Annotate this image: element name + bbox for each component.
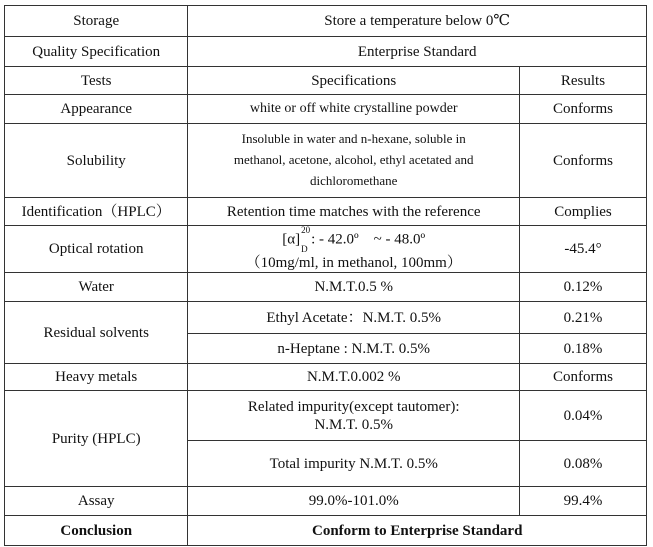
spec-value: n-Heptane : N.M.T. 0.5% — [188, 334, 520, 364]
optical-rotation-spec — [192, 226, 515, 254]
result-value: -45.4° — [519, 226, 646, 273]
spec-line: N.M.T. 0.5% — [314, 416, 393, 433]
test-name: Water — [5, 273, 188, 302]
result-value: 0.21% — [519, 302, 646, 334]
spec-value — [188, 391, 520, 441]
spec-value — [188, 226, 520, 273]
alpha-scripts — [301, 226, 310, 254]
storage-value: Store a temperature below 0℃ — [188, 6, 647, 37]
spec-line: dichloromethane — [310, 172, 398, 188]
table-row — [5, 6, 647, 37]
spec-line: Insoluble in water and n-hexane, soluble in — [241, 131, 466, 147]
result-value: 0.08% — [519, 441, 646, 487]
spec-value: Ethyl Acetate：N.M.T. 0.5% — [188, 302, 520, 334]
result-value: 0.12% — [519, 273, 646, 302]
test-name: Appearance — [5, 95, 188, 124]
spec-value: Total impurity N.M.T. 0.5% — [188, 441, 520, 487]
result-value: Complies — [519, 198, 646, 226]
conclusion-label: Conclusion — [5, 516, 188, 546]
spec-line: Related impurity(except tautomer): — [247, 398, 460, 415]
spec-line: methanol, acetone, alcohol, ethyl acetated and — [233, 152, 474, 168]
alpha-d-line: D — [301, 244, 308, 254]
test-name: Assay — [5, 487, 188, 516]
test-name: Residual solvents — [5, 302, 188, 364]
storage-label: Storage — [5, 6, 188, 37]
table-row — [5, 364, 647, 391]
coa-table — [4, 5, 647, 546]
table-row — [5, 124, 647, 198]
spec-value: N.M.T.0.002 % — [188, 364, 520, 391]
table-row — [5, 198, 647, 226]
alpha-temperature: 20 — [301, 225, 311, 235]
test-name: Purity (HPLC) — [5, 391, 188, 487]
result-value: Conforms — [519, 124, 646, 198]
spec-value: N.M.T.0.5 % — [188, 273, 520, 302]
spec-value: 99.0%-101.0% — [188, 487, 520, 516]
result-value: 99.4% — [519, 487, 646, 516]
spec-value — [188, 124, 520, 198]
table-row — [5, 226, 647, 273]
conclusion-value: Conform to Enterprise Standard — [188, 516, 647, 546]
table-row — [5, 95, 647, 124]
conclusion-row — [5, 516, 647, 546]
result-value: Conforms — [519, 95, 646, 124]
result-value: 0.18% — [519, 334, 646, 364]
table-row — [5, 273, 647, 302]
header-tests: Tests — [5, 67, 188, 95]
table-row — [5, 302, 647, 334]
quality-label: Quality Specification — [5, 37, 188, 67]
quality-value: Enterprise Standard — [188, 37, 647, 67]
result-value: Conforms — [519, 364, 646, 391]
spec-line: （10mg/ml, in methanol, 100mm） — [245, 255, 462, 271]
spec-value: Retention time matches with the reference — [188, 198, 520, 226]
table-row — [5, 487, 647, 516]
spec-value: white or off white crystalline powder — [188, 95, 520, 124]
header-specifications: Specifications — [188, 67, 520, 95]
header-results: Results — [519, 67, 646, 95]
header-row — [5, 67, 647, 95]
table-row — [5, 37, 647, 67]
result-value: 0.04% — [519, 391, 646, 441]
alpha-symbol: [α] — [282, 231, 301, 248]
rotation-range: : - 42.0º ~ - 48.0º — [311, 231, 426, 248]
test-name: Solubility — [5, 124, 188, 198]
test-name: Identification（HPLC） — [5, 198, 188, 226]
test-name: Heavy metals — [5, 364, 188, 391]
test-name: Optical rotation — [5, 226, 188, 273]
table-row — [5, 391, 647, 441]
